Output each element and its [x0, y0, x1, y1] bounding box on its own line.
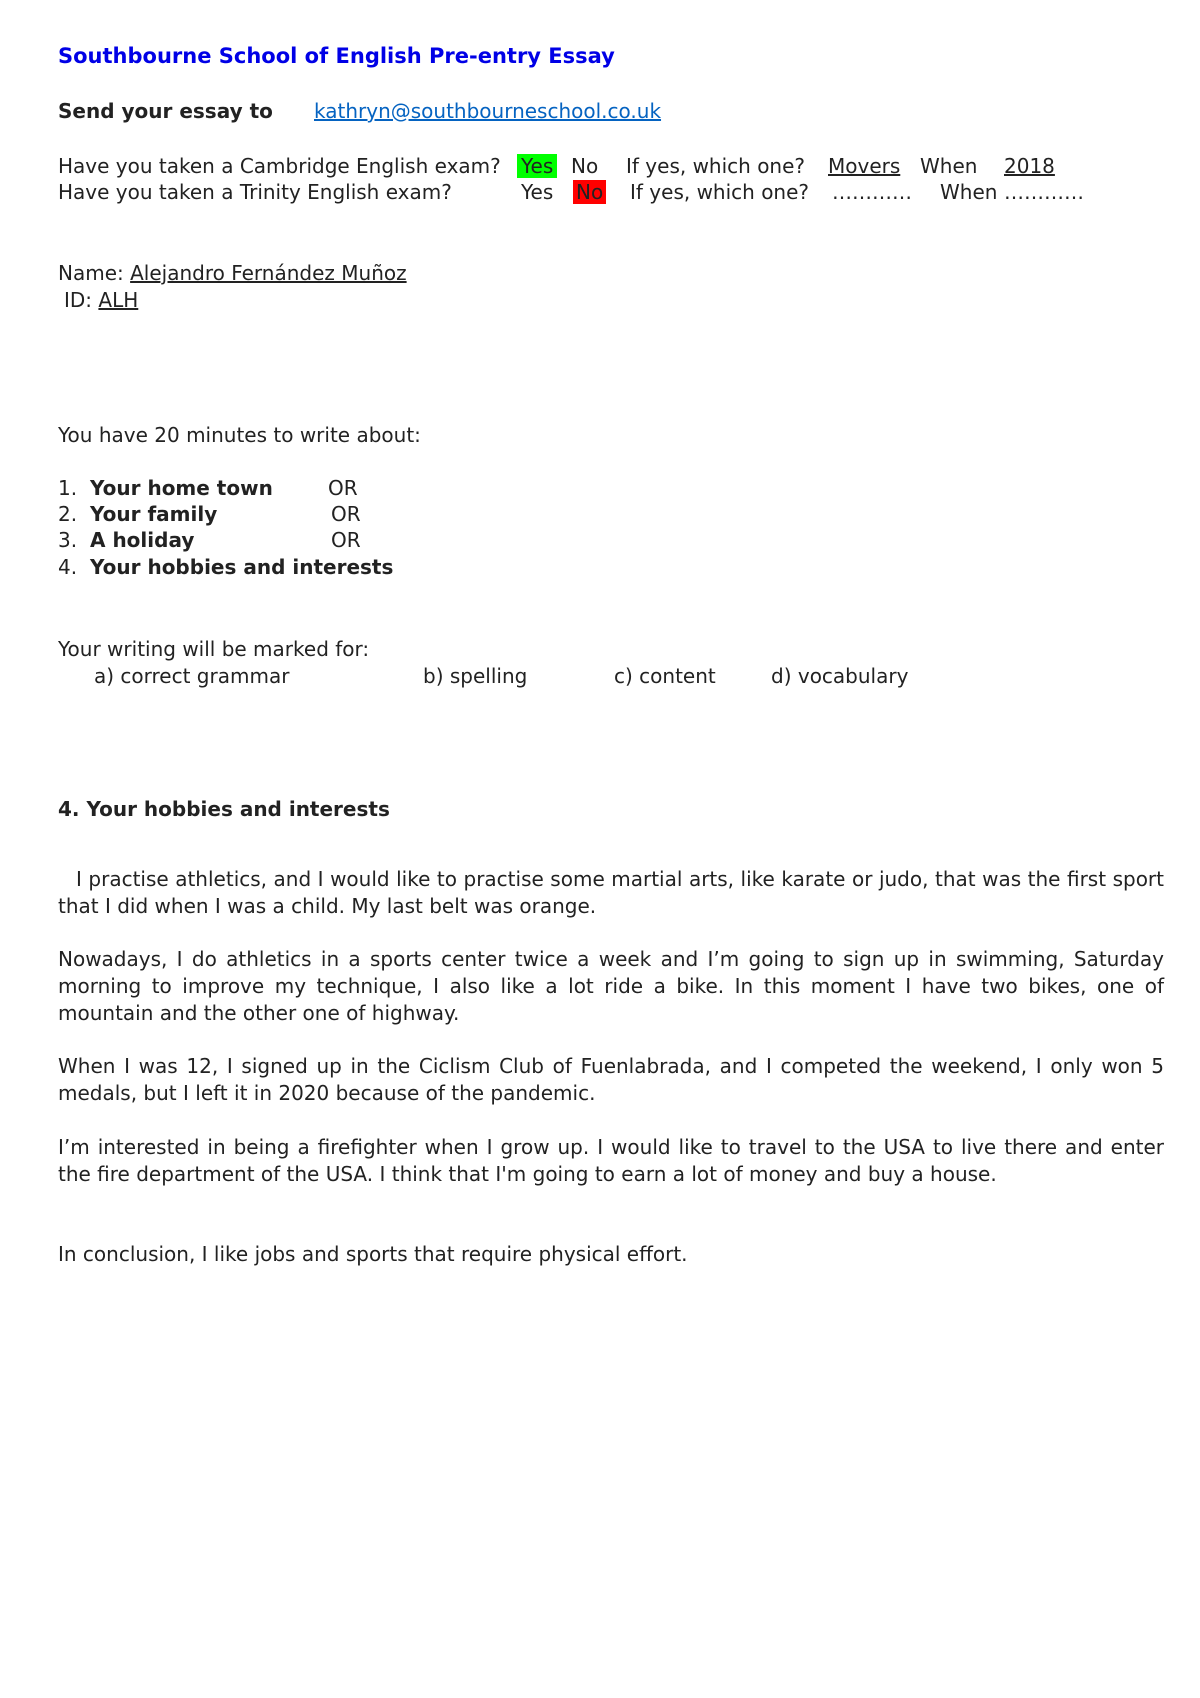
trinity-yes: Yes	[521, 180, 554, 204]
cambridge-yes-highlighted: Yes	[517, 154, 557, 178]
id-line	[64, 288, 138, 312]
trinity-which-value: …………	[832, 180, 912, 204]
name-line	[58, 261, 407, 285]
essay-paragraph: In conclusion, I like jobs and sports that require physical effort.	[58, 1242, 688, 1266]
cambridge-when-value: 2018	[1004, 154, 1055, 178]
instructions-intro: You have 20 minutes to write about:	[58, 423, 421, 447]
trinity-when-value: …………	[1004, 180, 1084, 204]
marked-intro: Your writing will be marked for:	[58, 637, 370, 661]
topic-or: OR	[331, 528, 361, 552]
name-value: Alejandro Fernández Muñoz	[130, 261, 407, 285]
cambridge-question: Have you taken a Cambridge English exam?	[58, 154, 501, 178]
essay-paragraph: Nowadays, I do athletics in a sports center twice a week and I’m going to sign up in swimming, Saturday morning to improve my technique, I also like a lot ride a bike. In this moment I have two bikes, one of mountain and the other one of highway.	[58, 947, 1164, 1025]
criterion-spelling: b) spelling	[423, 664, 528, 688]
trinity-which-label: If yes, which one?	[630, 180, 810, 204]
criterion-content: c) content	[614, 664, 716, 688]
criterion-vocabulary: d) vocabulary	[771, 664, 909, 688]
send-label: Send your essay to	[58, 99, 273, 123]
trinity-question: Have you taken a Trinity English exam?	[58, 180, 452, 204]
topic-number: 3.	[58, 528, 78, 552]
trinity-when-label: When	[940, 180, 998, 204]
cambridge-which-value: Movers	[828, 154, 901, 178]
essay-paragraph: I’m interested in being a firefighter when I grow up. I would like to travel to the USA to live there and enter the fire department of the USA. I think that I'm going to earn a lot of money and buy a house.	[58, 1135, 1164, 1186]
topic-item	[58, 555, 77, 579]
topic-item	[58, 502, 77, 526]
criterion-grammar: a) correct grammar	[94, 664, 290, 688]
id-value: ALH	[98, 288, 139, 312]
topic-number: 4.	[58, 555, 78, 579]
topic-text: Your hobbies and interests	[90, 555, 394, 579]
name-label: Name:	[58, 261, 124, 285]
topic-or: OR	[328, 476, 358, 500]
cambridge-no: No	[571, 154, 599, 178]
topic-text: Your home town	[90, 476, 273, 500]
email-link[interactable]: kathryn@southbourneschool.co.uk	[314, 99, 662, 123]
topic-number: 2.	[58, 502, 78, 526]
document-title: Southbourne School of English Pre-entry Essay	[58, 44, 615, 68]
essay-paragraph: I practise athletics, and I would like to practise some martial arts, like karate or judo, that was the first sport that I did when I was a child. My last belt was orange.	[58, 867, 1164, 918]
essay-heading: 4. Your hobbies and interests	[58, 797, 390, 821]
topic-text: Your family	[90, 502, 218, 526]
id-label: ID:	[64, 288, 93, 312]
topic-or: OR	[331, 502, 361, 526]
cambridge-when-label: When	[920, 154, 978, 178]
topic-text: A holiday	[90, 528, 195, 552]
trinity-no-highlighted: No	[573, 180, 606, 204]
topic-item	[58, 476, 77, 500]
topic-item	[58, 528, 77, 552]
topic-number: 1.	[58, 476, 78, 500]
cambridge-which-label: If yes, which one?	[626, 154, 806, 178]
essay-paragraph: When I was 12, I signed up in the Ciclism Club of Fuenlabrada, and I competed the weekend, I only won 5 medals, but I left it in 2020 because of the pandemic.	[58, 1054, 1164, 1105]
